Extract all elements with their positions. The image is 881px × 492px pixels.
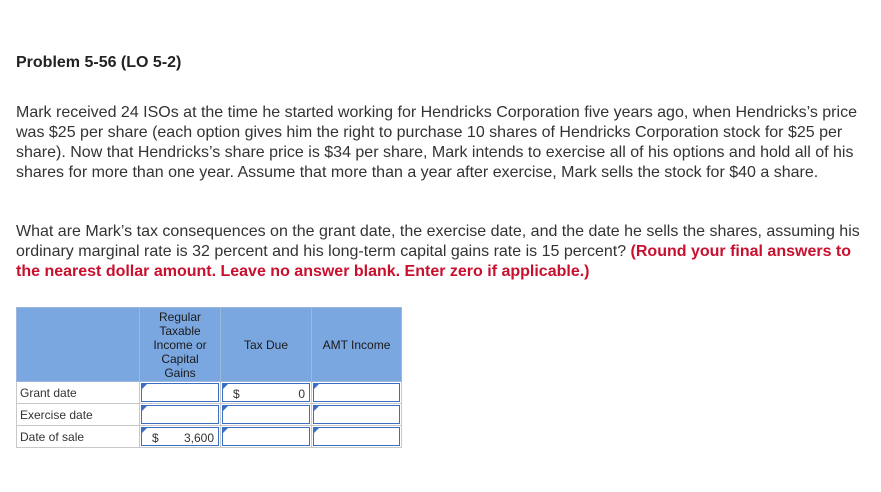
input-flag-icon	[142, 384, 147, 389]
grant-date-amt-income-cell	[312, 382, 402, 404]
row-label-exercise-date: Exercise date	[17, 404, 140, 426]
answer-instruction: (Round your final answers to the nearest dollar amount. Leave no answer blank. Enter zero if applicable.)	[16, 243, 852, 280]
grant-date-tax-due-input[interactable]	[222, 383, 310, 402]
grant-date-regular-taxable-input[interactable]	[141, 383, 219, 402]
header-label-col	[17, 308, 140, 382]
currency-symbol: $	[152, 431, 159, 445]
row-label-date-of-sale: Date of sale	[17, 426, 140, 448]
currency-symbol: $	[233, 387, 240, 401]
table-row	[17, 426, 402, 448]
input-flag-icon	[142, 428, 147, 433]
exercise-date-tax-due-input[interactable]	[222, 405, 310, 424]
input-flag-icon	[314, 428, 319, 433]
row-label-grant-date: Grant date	[17, 382, 140, 404]
table-row	[17, 382, 402, 404]
date-of-sale-regular-taxable-cell	[140, 426, 221, 448]
input-flag-icon	[223, 428, 228, 433]
grant-date-regular-taxable-cell	[140, 382, 221, 404]
question-text: What are Mark’s tax consequences on the grant date, the exercise date, and the date he sells the shares, assuming his ordinary marginal rate is 32 percent and his long-term capital gains rate is 15 percent?	[16, 223, 860, 260]
answer-table	[16, 307, 402, 448]
header-regular-taxable	[140, 308, 221, 382]
exercise-date-regular-taxable-input[interactable]	[141, 405, 219, 424]
date-of-sale-amt-income-cell	[312, 426, 402, 448]
exercise-date-amt-income-cell	[312, 404, 402, 426]
header-regular-taxable-text: Regular Taxable Income or Capital Gains	[153, 309, 207, 380]
problem-question	[16, 222, 866, 282]
problem-title: Problem 5-56 (LO 5-2)	[16, 54, 182, 71]
table-row	[17, 404, 402, 426]
exercise-date-amt-income-input[interactable]	[313, 405, 400, 424]
input-flag-icon	[223, 384, 228, 389]
input-value: 0	[298, 387, 305, 401]
grant-date-amt-income-input[interactable]	[313, 383, 400, 402]
grant-date-tax-due-cell	[221, 382, 312, 404]
header-amt-income: AMT Income	[312, 308, 402, 382]
date-of-sale-tax-due-input[interactable]	[222, 427, 310, 446]
problem-description: Mark received 24 ISOs at the time he started working for Hendricks Corporation five years ago, when Hendricks’s price was $25 per share (each option gives him the right to purchase 10 shares of Hendricks Corporation stock for $25 per share). Now that Hendricks’s share price is $34 per share, Mark intends to exercise all of his options and hold all of his shares for more than one year. Assume that more than a year after exercise, Mark sells the stock for $40 a share.	[16, 104, 857, 181]
header-tax-due: Tax Due	[221, 308, 312, 382]
input-flag-icon	[314, 406, 319, 411]
date-of-sale-amt-income-input[interactable]	[313, 427, 400, 446]
table-header-row	[17, 308, 402, 382]
input-flag-icon	[314, 384, 319, 389]
input-flag-icon	[142, 406, 147, 411]
input-flag-icon	[223, 406, 228, 411]
exercise-date-tax-due-cell	[221, 404, 312, 426]
date-of-sale-regular-taxable-input[interactable]	[141, 427, 219, 446]
date-of-sale-tax-due-cell	[221, 426, 312, 448]
input-value: 3,600	[183, 431, 214, 445]
exercise-date-regular-taxable-cell	[140, 404, 221, 426]
